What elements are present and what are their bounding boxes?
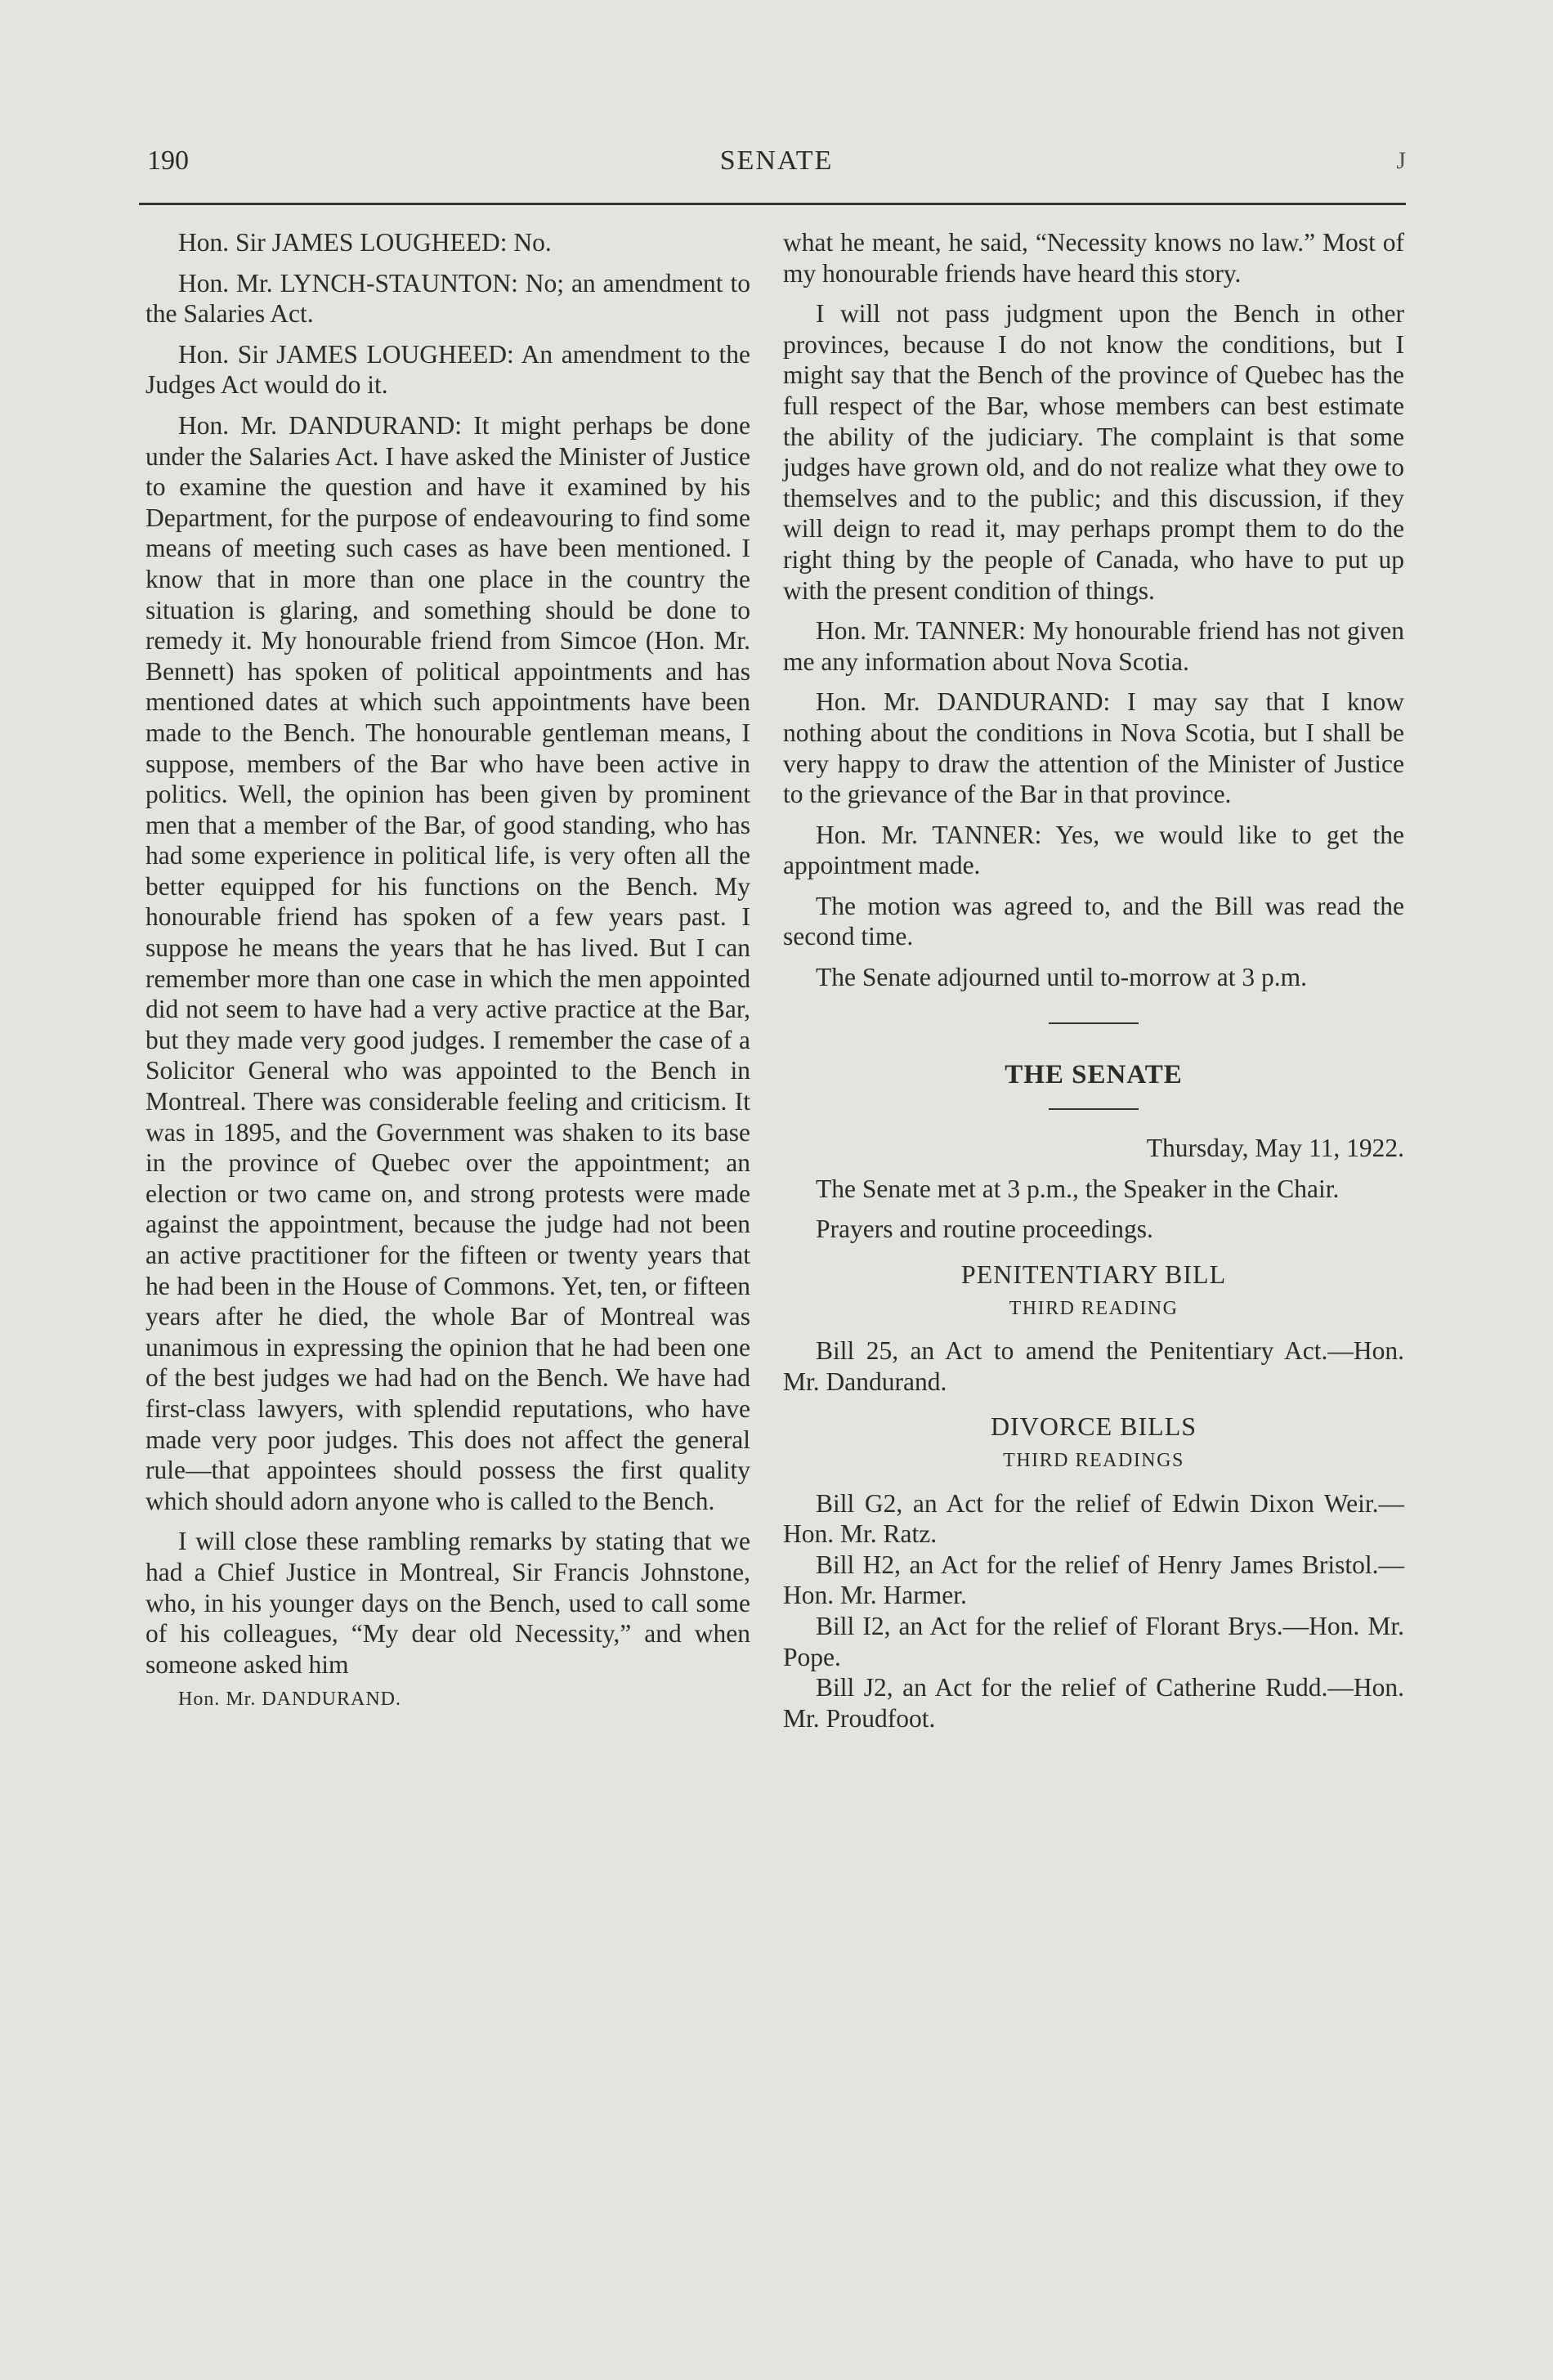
bill-item: Bill H2, an Act for the relief of Henry James Bristol.—Hon. Mr. Harmer. xyxy=(783,1550,1404,1610)
session-date: Thursday, May 11, 1922. xyxy=(1146,1134,1404,1163)
paragraph: Hon. Mr. TANNER: My honourable friend has not given me any information about Nova Scotia. xyxy=(783,616,1404,676)
bill-item: Bill I2, an Act for the relief of Florant Brys.—Hon. Mr. Pope. xyxy=(783,1611,1404,1671)
paragraph: The Senate adjourned until to-morrow at 3 p.m. xyxy=(816,963,1307,992)
paragraph: what he meant, he said, “Necessity knows no law.” Most of my honourable friends have heard this story. xyxy=(783,228,1404,288)
paragraph: The Senate met at 3 p.m., the Speaker in the Chair. xyxy=(816,1174,1340,1203)
paragraph: Hon. Mr. DANDURAND: It might perhaps be done under the Salaries Act. I have asked the Minister of Justice to examine the question and have it examined by his Department, for the purpose of endeavouring to find some means of meeting such cases as have been mentioned. I know that in more than one place in the country the situation is glaring, and something should be done to remedy it. My honourable friend from Simcoe (Hon. Mr. Bennett) has spoken of political appointments and has mentioned dates at which such appointments have been made to the Bench. The honourable gentleman means, I suppose, members of the Bar who have been active in politics. Well, the opinion has been given by prominent men that a member of the Bar, of good standing, who has had some experience in political life, is very often all the better equipped for his functions on the Bench. My honourable friend has spoken of a few years past. I suppose he means the years that he has lived. But I can remember more than one case in which the men appointed did not seem to have had a very active practice at the Bar, but they made very good judges. I remember the case of a Solicitor General who was appointed to the Bench in Montreal. There was considerable feeling and criticism. It was in 1895, and the Government was shaken to its base in the province of Quebec over the appointment; an election or two came on, and strong protests were made against the appointment, because the judge had not been an active practitioner for the fifteen or twenty years that he had been in the House of Commons. Yet, ten, or fifteen years after he died, the whole Bar of Montreal was unanimous in expressing the opinion that he had been one of the best judges we had had on the Bench. We have had first-class lawyers, with splendid reputations, who have made very poor judges. This does not affect the general rule—that appointees should possess the first quality which should adorn anyone who is called to the Bench. xyxy=(145,410,750,1515)
bill-item: Bill J2, an Act for the relief of Catherine Rudd.—Hon. Mr. Proudfoot. xyxy=(783,1673,1404,1733)
divorce-heading: DIVORCE BILLS xyxy=(990,1411,1197,1442)
paragraph: I will not pass judgment upon the Bench in other provinces, because I do not know the conditions, but I might say that the Bench of the province of Quebec has the full respect of the Bar, whose members can best estimate the ability of the judiciary. The complaint is that some judges have grown old, and do not realize what they owe to themselves and to the public; and this discussion, if they will deign to read it, may perhaps prompt them to do the right thing by the people of Canada, who have to put up with the present condition of things. xyxy=(783,299,1404,605)
bill-item: Bill G2, an Act for the relief of Edwin Dixon Weir.—Hon. Mr. Ratz. xyxy=(783,1488,1404,1549)
session-heading: THE SENATE xyxy=(1005,1059,1183,1089)
paragraph: Hon. Mr. LYNCH-STAUNTON: No; an amendment to the Salaries Act. xyxy=(145,268,750,329)
paragraph: The motion was agreed to, and the Bill was read the second time. xyxy=(783,891,1404,951)
penitentiary-heading: PENITENTIARY BILL xyxy=(960,1259,1227,1290)
divorce-subheading: THIRD READINGS xyxy=(1003,1450,1184,1471)
paragraph: I will close these rambling remarks by stating that we had a Chief Justice in Montreal, Sir Francis Johnstone, who, in his younger days on the Bench, used to call some of his colleagues, “My dear old Necessity,” and when someone asked him xyxy=(145,1527,750,1679)
paragraph: Hon. Mr. DANDURAND: I may say that I know nothing about the conditions in Nova Scotia, but I shall be very happy to draw the attention of the Minister of Justice to the grievance of the Bar in that province. xyxy=(783,687,1404,809)
paragraph: Hon. Sir JAMES LOUGHEED: No. xyxy=(178,228,552,257)
paragraph: Bill 25, an Act to amend the Penitentiary Act.—Hon. Mr. Dandurand. xyxy=(783,1336,1404,1396)
page-number: 190 xyxy=(147,145,189,176)
paragraph: Hon. Mr. TANNER: Yes, we would like to get the appointment made. xyxy=(783,820,1404,880)
penitentiary-subheading: THIRD READING xyxy=(1009,1297,1179,1319)
page-header xyxy=(147,145,1406,186)
paragraph: Hon. Sir JAMES LOUGHEED: An amendment to the Judges Act would do it. xyxy=(145,339,750,400)
section-divider xyxy=(1049,1108,1139,1110)
running-title: SENATE xyxy=(719,145,834,176)
section-divider xyxy=(1049,1022,1139,1024)
corner-mark: J xyxy=(1396,147,1406,174)
speaker-footer: Hon. Mr. DANDURAND. xyxy=(178,1689,402,1711)
left-column xyxy=(145,227,750,1716)
right-column xyxy=(783,227,1404,1734)
paragraph: Prayers and routine proceedings. xyxy=(816,1215,1153,1244)
header-rule xyxy=(139,203,1406,205)
